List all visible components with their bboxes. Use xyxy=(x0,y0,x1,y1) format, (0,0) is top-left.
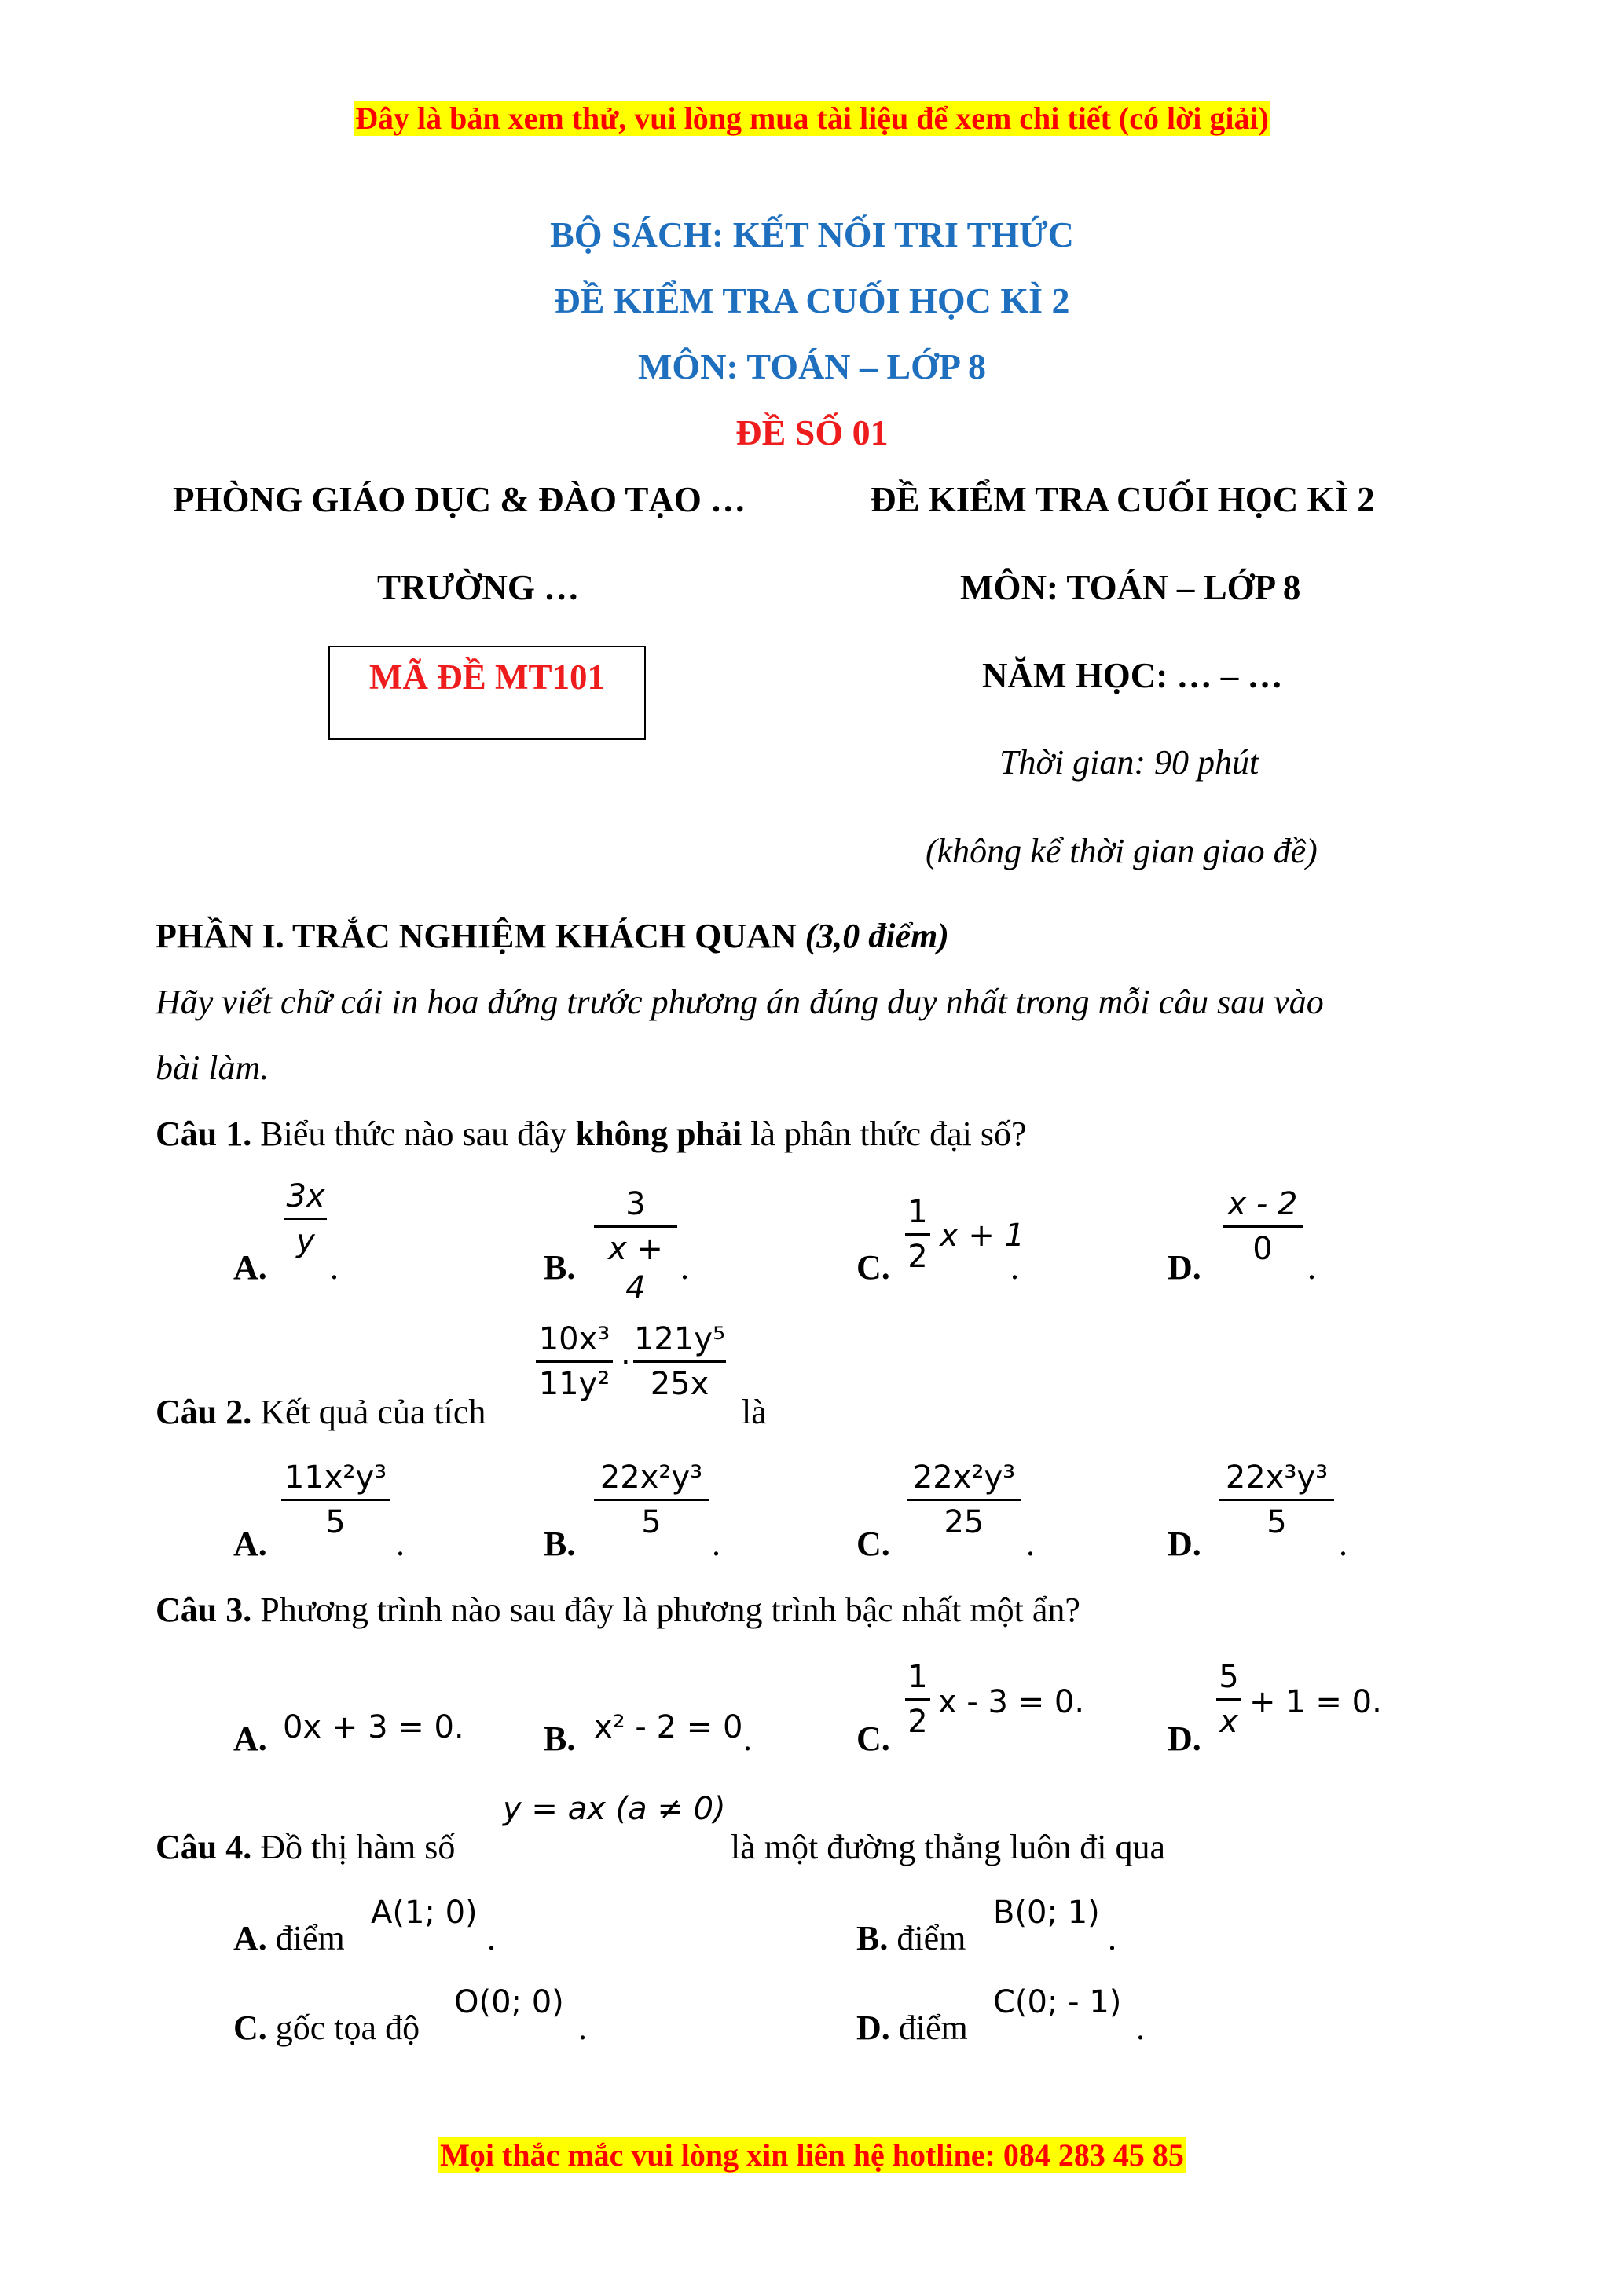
title-number: ĐỀ SỐ 01 xyxy=(735,412,889,452)
q2-option-d-fraction xyxy=(1219,1458,1334,1542)
q1-option-c-label: C. xyxy=(856,1248,890,1287)
q2-label: Câu 2. xyxy=(156,1393,252,1431)
q1-text-before: Biểu thức nào sau đây xyxy=(260,1115,567,1153)
part1-points: (3,0 điểm) xyxy=(805,917,949,955)
q4-a-expr: A(1; 0) xyxy=(371,1895,478,1931)
q1-option-a-fraction xyxy=(284,1177,327,1261)
q4-d-expr: C(0; - 1) xyxy=(993,1984,1122,2020)
q2-text-after: là xyxy=(742,1393,767,1431)
q2-option-b-label: B. xyxy=(544,1525,576,1563)
q2-option-c-fraction xyxy=(907,1458,1021,1542)
header-time: Thời gian: 90 phút xyxy=(999,743,1259,782)
q1-option-d-fraction xyxy=(1223,1185,1303,1269)
title-exam: ĐỀ KIỂM TRA CUỐI HỌC KÌ 2 xyxy=(554,280,1070,320)
q1-d-den: 0 xyxy=(1252,1231,1273,1267)
top-banner xyxy=(0,98,1624,139)
q3-a-expr: 0x + 3 = 0. xyxy=(283,1709,464,1745)
q2-option-a-fraction xyxy=(281,1458,390,1542)
bottom-banner-text: Mọi thắc mắc vui lòng xin liên hệ hotline: 084 283 45 85 xyxy=(440,2137,1184,2173)
q2-c-num: 22x²y³ xyxy=(912,1459,1016,1496)
q2-a-num: 11x²y³ xyxy=(284,1459,387,1496)
q4-d-text: điểm xyxy=(898,2009,968,2047)
q4-c-text: gốc tọa độ xyxy=(275,2009,420,2047)
header-dept: PHÒNG GIÁO DỤC & ĐÀO TẠO … xyxy=(173,480,746,519)
q3-option-d-fraction xyxy=(1216,1657,1241,1741)
q2-d-den: 5 xyxy=(1267,1504,1287,1540)
q1-c-rest: x + 1 xyxy=(940,1218,1025,1254)
q3-option-a-label: A. xyxy=(233,1719,267,1758)
header-subject: MÔN: TOÁN – LỚP 8 xyxy=(960,568,1301,607)
header-year: NĂM HỌC: … – … xyxy=(982,656,1283,695)
q2-f1-num: 10x³ xyxy=(538,1321,610,1357)
q2-option-d-label: D. xyxy=(1168,1525,1201,1563)
q2-option-c-label: C. xyxy=(856,1525,890,1563)
q3-d-den: x xyxy=(1219,1704,1238,1740)
q4-b-label: B. xyxy=(856,1919,889,1957)
q2-b-num: 22x²y³ xyxy=(599,1459,703,1496)
q2-option-a-label: A. xyxy=(233,1525,267,1563)
header-note: (không kể thời gian giao đề) xyxy=(926,832,1318,870)
q1-option-b-label: B. xyxy=(544,1248,576,1287)
q3-b-expr: x² - 2 = 0 xyxy=(594,1709,743,1745)
q4-d-label: D. xyxy=(856,2009,890,2047)
q1-b-den: x + 4 xyxy=(608,1231,663,1306)
q3-c-rest: x - 3 = 0. xyxy=(938,1684,1085,1720)
top-banner-text: Đây là bản xem thử, vui lòng mua tài liệu để xem chi tiết (có lời giải) xyxy=(355,101,1269,136)
header-school: TRƯỜNG … xyxy=(377,568,580,607)
q3-option-d-label: D. xyxy=(1168,1719,1201,1758)
q4-c-label: C. xyxy=(233,2009,267,2047)
q3-c-den: 2 xyxy=(907,1704,928,1740)
q1-b-num: 3 xyxy=(625,1186,646,1222)
q3-d-rest: + 1 = 0. xyxy=(1249,1684,1382,1720)
q4-option-a xyxy=(233,1918,345,1959)
q2-d-num: 22x³y³ xyxy=(1225,1459,1329,1496)
q4-text-before: Đồ thị hàm số xyxy=(260,1828,456,1866)
q3-option-c-fraction xyxy=(905,1657,930,1741)
part1-instruction-1: Hãy viết chữ cái in hoa đứng trước phương án đúng duy nhất trong mỗi câu sau vào xyxy=(156,983,1324,1021)
q4-option-c xyxy=(233,2008,420,2049)
title-subject: MÔN: TOÁN – LỚP 8 xyxy=(638,346,986,386)
q3-option-b-label: B. xyxy=(544,1719,576,1758)
q4-option-d xyxy=(856,2008,968,2049)
q2-c-den: 25 xyxy=(944,1504,984,1540)
exam-code: MÃ ĐỀ MT101 xyxy=(369,657,605,697)
q3-d-num: 5 xyxy=(1219,1659,1239,1695)
q2-text-before: Kết quả của tích xyxy=(260,1393,486,1431)
bottom-banner xyxy=(0,2135,1624,2176)
q1-text-after: là phân thức đại số? xyxy=(750,1115,1027,1153)
header-exam: ĐỀ KIỂM TRA CUỐI HỌC KÌ 2 xyxy=(871,480,1375,519)
q2-factor-1 xyxy=(536,1320,613,1404)
q2-a-den: 5 xyxy=(325,1504,346,1540)
q2-factor-2 xyxy=(633,1320,726,1404)
q4-label: Câu 4. xyxy=(156,1828,252,1866)
q4-b-expr: B(0; 1) xyxy=(993,1895,1100,1931)
q4-func: y = ax (a ≠ 0) xyxy=(503,1791,726,1827)
q1-a-num: 3x xyxy=(286,1178,325,1214)
title-book: BỘ SÁCH: KẾT NỐI TRI THỨC xyxy=(550,214,1074,255)
q4-stem-before xyxy=(156,1827,455,1868)
q1-a-den: y xyxy=(296,1223,315,1259)
q1-label: Câu 1. xyxy=(156,1115,252,1153)
part1-instruction-2: bài làm. xyxy=(156,1049,269,1087)
q4-a-label: A. xyxy=(233,1919,267,1957)
q1-d-num: x - 2 xyxy=(1227,1186,1298,1222)
q2-option-b-fraction xyxy=(594,1458,709,1542)
q1-option-a-label: A. xyxy=(233,1248,267,1287)
q1-text-bold: không phải xyxy=(575,1115,742,1153)
q1-option-c-fraction xyxy=(905,1192,930,1276)
q2-f2-num: 121y⁵ xyxy=(633,1321,726,1357)
q1-c-num: 1 xyxy=(907,1194,928,1230)
q3-c-num: 1 xyxy=(907,1659,928,1695)
q4-option-b xyxy=(856,1918,966,1959)
q3-stem xyxy=(156,1590,1080,1631)
q2-f2-den: 25x xyxy=(650,1366,709,1402)
q1-c-den: 2 xyxy=(907,1239,928,1275)
q4-c-expr: O(0; 0) xyxy=(454,1984,564,2020)
q2-stem xyxy=(156,1392,486,1433)
q1-stem xyxy=(156,1114,1027,1155)
q3-option-c-label: C. xyxy=(856,1719,890,1758)
q4-a-text: điểm xyxy=(275,1919,345,1957)
q2-f1-den: 11y² xyxy=(538,1366,610,1402)
q1-option-d-label: D. xyxy=(1168,1248,1201,1287)
part1-heading: PHẦN I. TRẮC NGHIỆM KHÁCH QUAN xyxy=(156,917,797,955)
q4-text-after: là một đường thẳng luôn đi qua xyxy=(731,1828,1166,1866)
q4-b-text: điểm xyxy=(896,1919,966,1957)
q3-text: Phương trình nào sau đây là phương trình bậc nhất một ẩn? xyxy=(260,1591,1080,1629)
exam-code-box xyxy=(328,646,646,740)
q3-label: Câu 3. xyxy=(156,1591,252,1629)
q2-b-den: 5 xyxy=(641,1504,662,1540)
part1-heading-line xyxy=(156,916,949,957)
q1-option-b-fraction xyxy=(594,1185,677,1308)
